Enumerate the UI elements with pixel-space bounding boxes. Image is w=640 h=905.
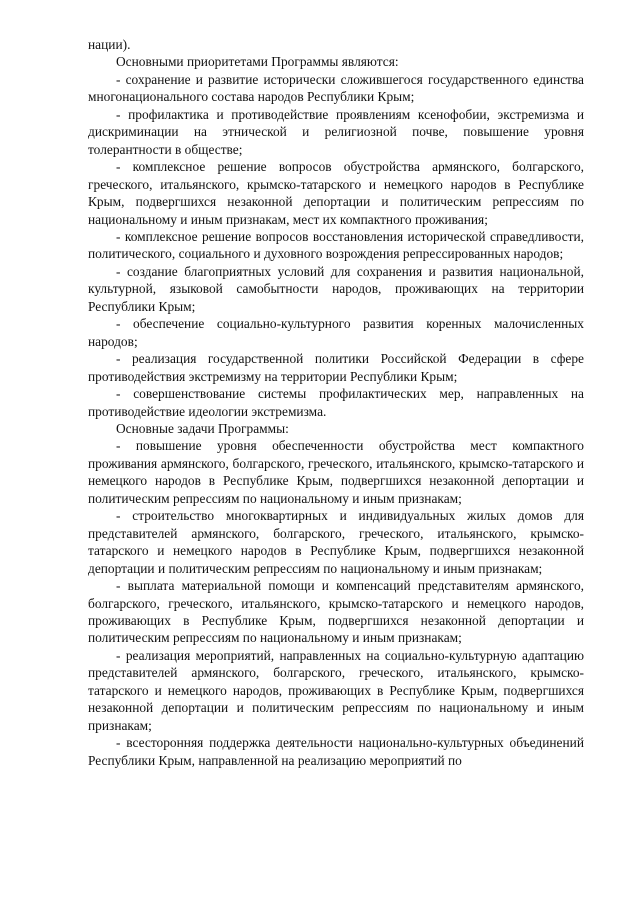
list-item: - реализация мероприятий, направленных на социально-культурную адаптацию представителей армянского, болгарского, греческого, итальянского, крымско-татарского и немецкого народов, проживающих в Республике Крым, подвергшихся незаконной депортации и политическим репрессиям по национальному и иным признакам;: [88, 647, 584, 733]
list-item: - реализация государственной политики Российской Федерации в сфере противодействия экстремизму на территории Республики Крым;: [88, 351, 584, 384]
list-item: - повышение уровня обеспеченности обустройства мест компактного проживания армянского, болгарского, греческого, итальянского, крымско-татарского и немецкого народов в Республике Крым, подвергшихся незаконной депортации и политическим репрессиям по национальному и иным признакам;: [88, 438, 584, 506]
list-item: - комплексное решение вопросов восстановления исторической справедливости, политического, социального и духовного возрождения репрессированных народов;: [88, 228, 584, 262]
list-item: - всесторонняя поддержка деятельности национально-культурных объединений Республики Крым, направленной на реализацию мероприятий по: [88, 735, 584, 768]
tasks-heading: Основные задачи Программы:: [116, 420, 289, 436]
list-item: - строительство многоквартирных и индивидуальных жилых домов для представителей армянского, болгарского, греческого, итальянского, крымско-татарского и немецкого народов в Республике Крым, подвергшихся незаконной депортации и политическим репрессиям по национальному и иным признакам;: [88, 508, 584, 576]
list-item: - комплексное решение вопросов обустройства армянского, болгарского, греческого, итальянского, крымско-татарского и немецкого народов в Республике Крым, подвергшихся незаконной депортации и политическим репрессиям по национальному и иным признакам, мест их компактного проживания;: [88, 159, 584, 227]
document-page: [88, 36, 584, 769]
priorities-heading: Основными приоритетами Программы являются:: [116, 54, 399, 70]
list-item: - профилактика и противодействие проявлениям ксенофобии, экстремизма и дискриминации на этнической и религиозной почве, повышение уровня толерантности в обществе;: [88, 106, 584, 157]
list-item: - выплата материальной помощи и компенсаций представителям армянского, болгарского, греческого, итальянского, крымско-татарского и немецкого народов, проживающих в Республике Крым, подвергшихся незаконной депортации и политическим репрессиям по национальному и иным признакам;: [88, 578, 584, 646]
list-item: - совершенствование системы профилактических мер, направленных на противодействие идеологии экстремизма.: [88, 386, 584, 419]
paragraph: нации).: [88, 37, 131, 52]
list-item: - создание благоприятных условий для сохранения и развития национальной, культурной, языковой самобытности народов, проживающих на территории Республики Крым;: [88, 263, 584, 314]
list-item: - обеспечение социально-культурного развития коренных малочисленных народов;: [88, 316, 584, 349]
list-item: - сохранение и развитие исторически сложившегося государственного единства многонационального состава народов Республики Крым;: [88, 71, 584, 105]
